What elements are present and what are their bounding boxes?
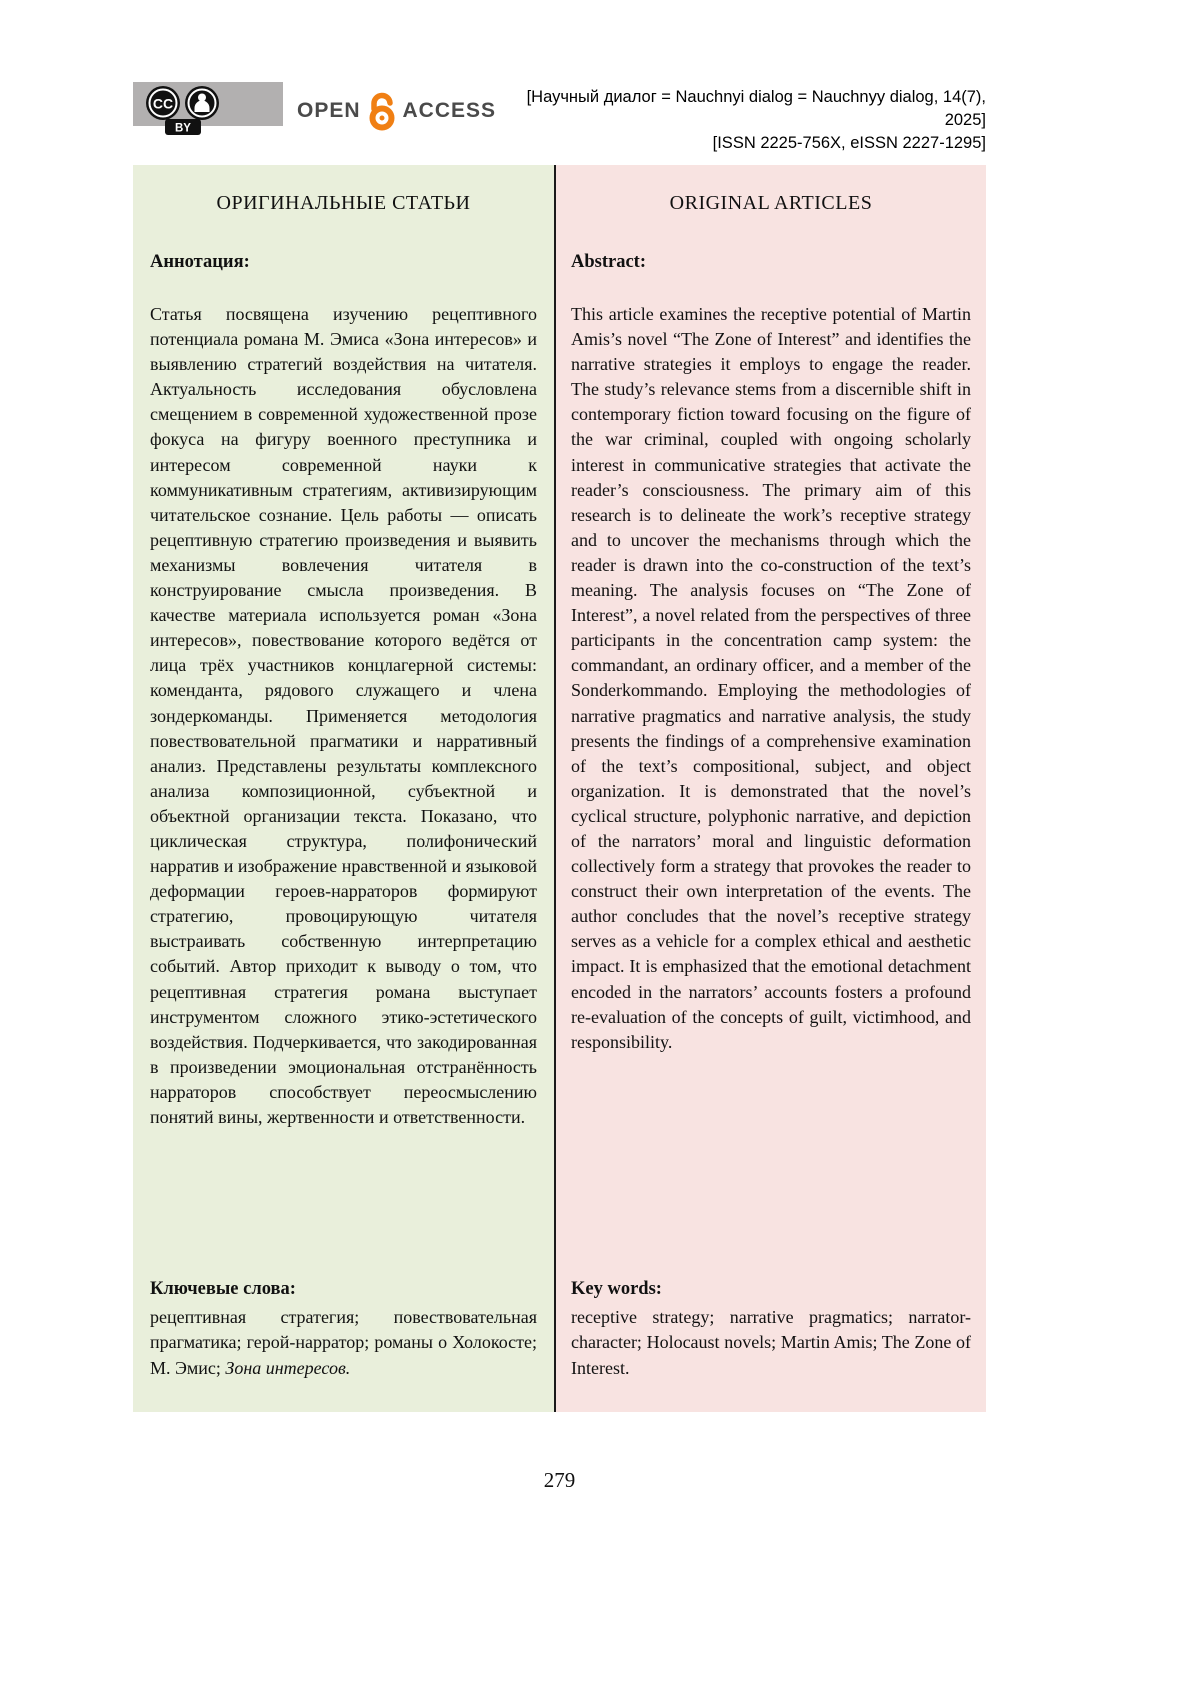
keywords-label-ru: Ключевые слова: <box>150 1279 296 1299</box>
abstract-text-ru: Статья посвящена изучению рецептивного потенциала романа М. Эмиса «Зона интересов» и выявлению стратегий воздействия на читателя. Актуальность исследования обусловлена смещением в современной художественной прозе фокуса на фигуру военного преступника и интересом современной науки к коммуникативным стратегиям, активизирующим читательское сознание. Цель работы — описать рецептивную стратегию произведения и выявить механизмы вовлечения читателя в конструирование смысла произведения. В качестве материала используется роман «Зона интересов», повествование которого ведётся от лица трёх участников концлагерной системы: коменданта, рядового служащего и члена зондеркоманды. Применяется методология повествовательной прагматики и нарративный анализ. Представлены результаты комплексного анализа композиционной, субъектной и объектной организации текста. Показано, что циклическая структура, полифонический нарратив и изображение нравственной и языковой деформации героев-нарраторов формируют стратегию, провоцирующую читателя выстраивать собственную интерпретацию событий. Автор приходит к выводу о том, что рецептивная стратегия романа выступает инструментом сложного этико-эстетического воздействия. Подчеркивается, что закодированная в произведении эмоциональная отстранённость нарраторов способствует переосмыслению понятий вины, жертвенности и ответственности. <box>150 304 537 1127</box>
person-icon <box>185 86 219 120</box>
journal-line-1: [Научный диалог = Nauchnyi dialog = Nauchnyy dialog, 14(7), 2025] <box>526 88 986 130</box>
abstract-text-en: This article examines the receptive potential of Martin Amis’s novel “The Zone of Interest” and identifies the narrative strategies it employs to engage the reader. The study’s relevance stems from a discernible shift in contemporary fiction toward focusing on the figure of the war criminal, coupled with ongoing scholarly interest in communicative strategies that activate the reader’s consciousness. The primary aim of this research is to delineate the work’s receptive strategy and to uncover the mechanisms through which the reader is drawn into the co-construction of the text’s meaning. The analysis focuses on “The Zone of Interest”, a novel related from the perspectives of three participants in the concentration camp system: the commandant, an ordinary officer, and a member of the Sonderkommando. Employing the methodologies of narrative pragmatics and narrative analysis, the study presents the findings of a comprehensive examination of the text’s compositional, subject, and object organization. It is demonstrated that the novel’s cyclical structure, polyphonic narrative, and depiction of the narrators’ moral and linguistic deformation collectively form a strategy that provokes the reader to construct their own interpretation of the events. The author concludes that the novel’s receptive strategy serves as a vehicle for a complex ethical and aesthetic impact. It is emphasized that the emotional detachment encoded in the narrators’ accounts fosters a profound re-evaluation of the concepts of guilt, victimhood, and responsibility. <box>571 304 971 1052</box>
english-column <box>554 165 986 1412</box>
keywords-block-en <box>571 1277 971 1381</box>
journal-line-2: [ISSN 2225-756X, eISSN 2227-1295] <box>712 134 986 153</box>
abstract-columns <box>133 165 986 1412</box>
keywords-label-en: Key words: <box>571 1279 662 1299</box>
access-label: ACCESS <box>402 99 497 122</box>
cc-icon <box>146 86 180 120</box>
section-title-en: ORIGINAL ARTICLES <box>669 192 873 214</box>
keywords-text-en: receptive strategy; narrative pragmatics; narrator-character; Holocaust novels; Martin Amis; The Zone of Interest. <box>571 1306 971 1378</box>
keywords-text-ru: рецептивная стратегия; повествовательная прагматика; герой-нарратор; романы о Холокосте; М. Эмис; <box>150 1306 537 1378</box>
open-label: OPEN <box>297 99 361 122</box>
keywords-italic-ru: Зона интересов. <box>225 1357 351 1378</box>
open-lock-icon <box>366 91 398 131</box>
section-title-ru: ОРИГИНАЛЬНЫЕ СТАТЬИ <box>216 192 471 214</box>
page-header <box>133 82 986 155</box>
abstract-label-ru: Аннотация: <box>150 252 250 272</box>
cc-by-badge <box>133 82 283 141</box>
page-number: 279 <box>543 1468 576 1492</box>
abstract-label-en: Abstract: <box>571 252 647 272</box>
svg-text:CC: CC <box>152 95 174 112</box>
cc-by-badge-graphic <box>133 82 283 136</box>
journal-info <box>496 82 986 155</box>
russian-column <box>133 165 554 1412</box>
svg-text:BY: BY <box>175 122 191 135</box>
by-label <box>165 119 201 135</box>
open-access-logo <box>297 91 496 131</box>
keywords-block-ru <box>150 1277 537 1381</box>
